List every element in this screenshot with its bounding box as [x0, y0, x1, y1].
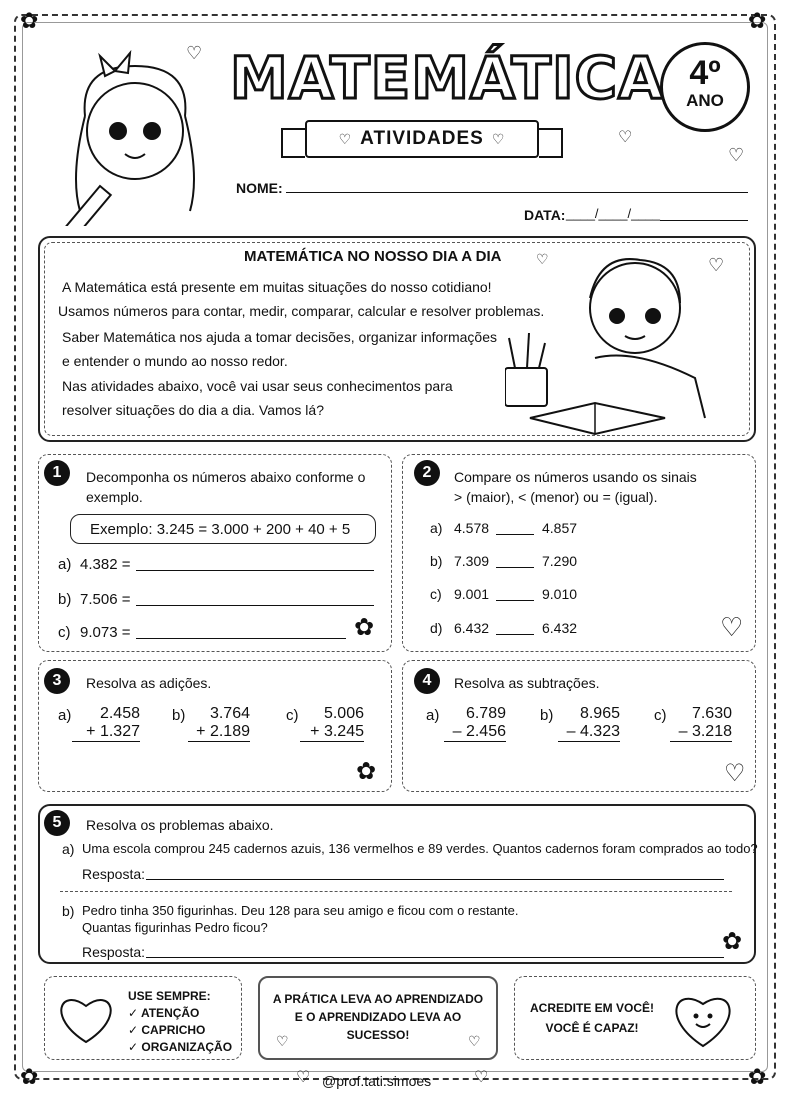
problem-text: Quantas figurinhas Pedro ficou? [82, 920, 268, 935]
flower-icon: ✿ [354, 614, 375, 641]
intro-line: e entender o mundo ao nosso redor. [62, 353, 288, 369]
item-letter: c) [654, 707, 667, 724]
item-letter: a) [430, 520, 443, 536]
operand-bottom: – 2.456 [444, 723, 506, 742]
flower-icon: ✿ [748, 1064, 767, 1089]
operand-bottom: + 1.327 [72, 723, 140, 742]
checklist-label: CAPRICHO [141, 1023, 206, 1037]
exercise-number: 1 [44, 460, 70, 486]
intro-line: Saber Matemática nos ajuda a tomar decisões, organizar informações [62, 329, 497, 345]
subtraction-problem [444, 705, 506, 742]
intro-heading: MATEMÁTICA NO NOSSO DIA A DIA [244, 248, 502, 265]
compare-blank[interactable] [496, 634, 534, 635]
subtitle: ATIVIDADES [360, 128, 484, 149]
intro-line: Nas atividades abaixo, você vai usar seus conhecimentos para [62, 378, 453, 394]
compare-left: 4.578 [454, 520, 490, 536]
flower-icon: ✿ [20, 8, 39, 33]
compare-blank[interactable] [496, 534, 534, 535]
answer-label: Resposta: [82, 944, 146, 960]
answer-line[interactable] [136, 570, 374, 571]
item-letter: b) [58, 591, 72, 608]
heart-icon: ♡ [708, 255, 725, 275]
item-value: 7.506 = [80, 591, 131, 608]
item-value: 4.382 = [80, 556, 131, 573]
heart-icon: ♡ [474, 1069, 489, 1086]
intro-line: Usamos números para contar, medir, comparar, calcular e resolver problemas. [58, 303, 545, 319]
operand-top: 6.789 [465, 705, 506, 722]
exercise-instruction: > (maior), < (menor) ou = (igual). [454, 489, 658, 505]
grade-label: ANO [686, 91, 724, 110]
believe-line: VOCÊ É CAPAZ! [545, 1021, 639, 1035]
heart-icon: ♡ [618, 129, 633, 146]
checklist-label: ORGANIZAÇÃO [141, 1040, 233, 1054]
page-title: MATEMÁTICA [230, 44, 664, 112]
smiling-heart-icon [668, 988, 738, 1054]
girl-with-pencil-illustration [40, 36, 220, 226]
quote-line: E O APRENDIZADO LEVA AO [294, 1010, 462, 1024]
item-letter: a) [58, 707, 72, 724]
operand-bottom: – 3.218 [670, 723, 732, 742]
operand-bottom: – 4.323 [558, 723, 620, 742]
quote-line: A PRÁTICA LEVA AO APRENDIZADO [272, 992, 484, 1006]
problem-text: Pedro tinha 350 figurinhas. Deu 128 para seu amigo e ficou com o restante. [82, 903, 519, 918]
checklist-item [128, 1005, 199, 1022]
compare-left: 9.001 [454, 586, 490, 602]
heart-icon: ♡ [338, 130, 353, 147]
compare-blank[interactable] [496, 600, 534, 601]
heart-icon: ♡ [276, 1033, 289, 1049]
compare-right: 4.857 [542, 520, 578, 536]
intro-line: A Matemática está presente em muitas situações do nosso cotidiano! [62, 279, 492, 295]
heart-icon: ♡ [468, 1033, 481, 1049]
subtitle-ribbon [305, 120, 539, 158]
heart-icon: ♡ [186, 43, 203, 63]
intro-line: resolver situações do dia a dia. Vamos lá? [62, 402, 324, 418]
grade-number: 4º [689, 54, 721, 92]
heart-icon: ♡ [720, 612, 744, 642]
check-icon: ✓ [128, 1040, 142, 1054]
check-icon: ✓ [128, 1006, 141, 1020]
exercise-number: 4 [414, 668, 440, 694]
answer-line[interactable] [146, 957, 724, 958]
item-letter: c) [286, 707, 299, 724]
item-letter: b) [430, 553, 443, 569]
exercise-instruction: exemplo. [86, 489, 143, 505]
use-always-title: USE SEMPRE: [128, 989, 211, 1003]
heart-icon [56, 992, 116, 1046]
compare-blank[interactable] [496, 567, 534, 568]
flower-icon: ✿ [722, 928, 743, 955]
quote-line: SUCESSO! [346, 1028, 410, 1042]
checklist-item [128, 1039, 232, 1056]
exercise-number: 3 [44, 668, 70, 694]
addition-problem [72, 705, 140, 742]
addition-problem [188, 705, 250, 742]
compare-left: 7.309 [454, 553, 490, 569]
divider [60, 891, 732, 892]
item-letter: a) [426, 707, 440, 724]
addition-problem [300, 705, 364, 742]
flower-icon: ✿ [356, 758, 377, 785]
operand-top: 2.458 [99, 705, 140, 722]
answer-line[interactable] [136, 605, 374, 606]
answer-line[interactable] [146, 879, 724, 880]
exercise-instruction: Decomponha os números abaixo conforme o [86, 469, 366, 485]
exercise-instruction: Resolva as subtrações. [454, 675, 600, 691]
grade-badge [660, 42, 750, 132]
item-letter: b) [62, 903, 75, 919]
example-text: Exemplo: 3.245 = 3.000 + 200 + 40 + 5 [90, 521, 351, 538]
check-icon: ✓ [128, 1023, 142, 1037]
heart-icon: ♡ [536, 251, 549, 267]
item-letter: b) [540, 707, 554, 724]
item-letter: a) [58, 556, 72, 573]
date-label: DATA: [524, 207, 566, 223]
operand-top: 7.630 [691, 705, 732, 722]
date-field[interactable]: ____/____/____ [566, 206, 660, 221]
exercise-number: 5 [44, 810, 70, 836]
subtraction-problem [670, 705, 732, 742]
subtraction-problem [558, 705, 620, 742]
believe-text [522, 998, 662, 1038]
flower-icon: ✿ [20, 1064, 39, 1089]
compare-right: 9.010 [542, 586, 578, 602]
compare-left: 6.432 [454, 620, 490, 636]
heart-icon: ♡ [728, 145, 745, 165]
checklist-label: ATENÇÃO [140, 1006, 200, 1020]
compare-right: 6.432 [542, 620, 578, 636]
flower-icon: ✿ [748, 8, 767, 33]
item-letter: b) [172, 707, 186, 724]
exercise-number: 2 [414, 460, 440, 486]
name-field[interactable] [286, 192, 748, 193]
exercise-instruction: Compare os números usando os sinais [454, 469, 697, 485]
item-value: 9.073 = [80, 624, 131, 641]
item-letter: d) [430, 620, 443, 636]
heart-icon: ♡ [491, 130, 506, 147]
item-letter: c) [58, 624, 71, 641]
believe-line: ACREDITE EM VOCÊ! [529, 1001, 654, 1015]
quote-text [266, 990, 490, 1044]
answer-label: Resposta: [82, 866, 146, 882]
name-label: NOME: [236, 180, 283, 196]
operand-bottom: + 2.189 [188, 723, 250, 742]
item-letter: c) [430, 586, 442, 602]
exercise-instruction: Resolva as adições. [86, 675, 212, 691]
answer-line[interactable] [136, 638, 346, 639]
item-letter: a) [62, 841, 75, 857]
date-year-line [660, 220, 748, 221]
operand-top: 5.006 [323, 705, 364, 722]
problem-text: Uma escola comprou 245 cadernos azuis, 136 vermelhos e 89 verdes. Quantos cadernos foram comprados ao todo? [82, 841, 758, 856]
operand-top: 3.764 [209, 705, 250, 722]
compare-right: 7.290 [542, 553, 578, 569]
exercise-instruction: Resolva os problemas abaixo. [86, 817, 274, 833]
operand-top: 8.965 [579, 705, 620, 722]
operand-bottom: + 3.245 [300, 723, 364, 742]
checklist-item [128, 1022, 205, 1039]
author-handle: @prof.tati.simoes [322, 1073, 432, 1089]
heart-icon: ♡ [724, 760, 746, 787]
heart-icon: ♡ [296, 1069, 311, 1086]
